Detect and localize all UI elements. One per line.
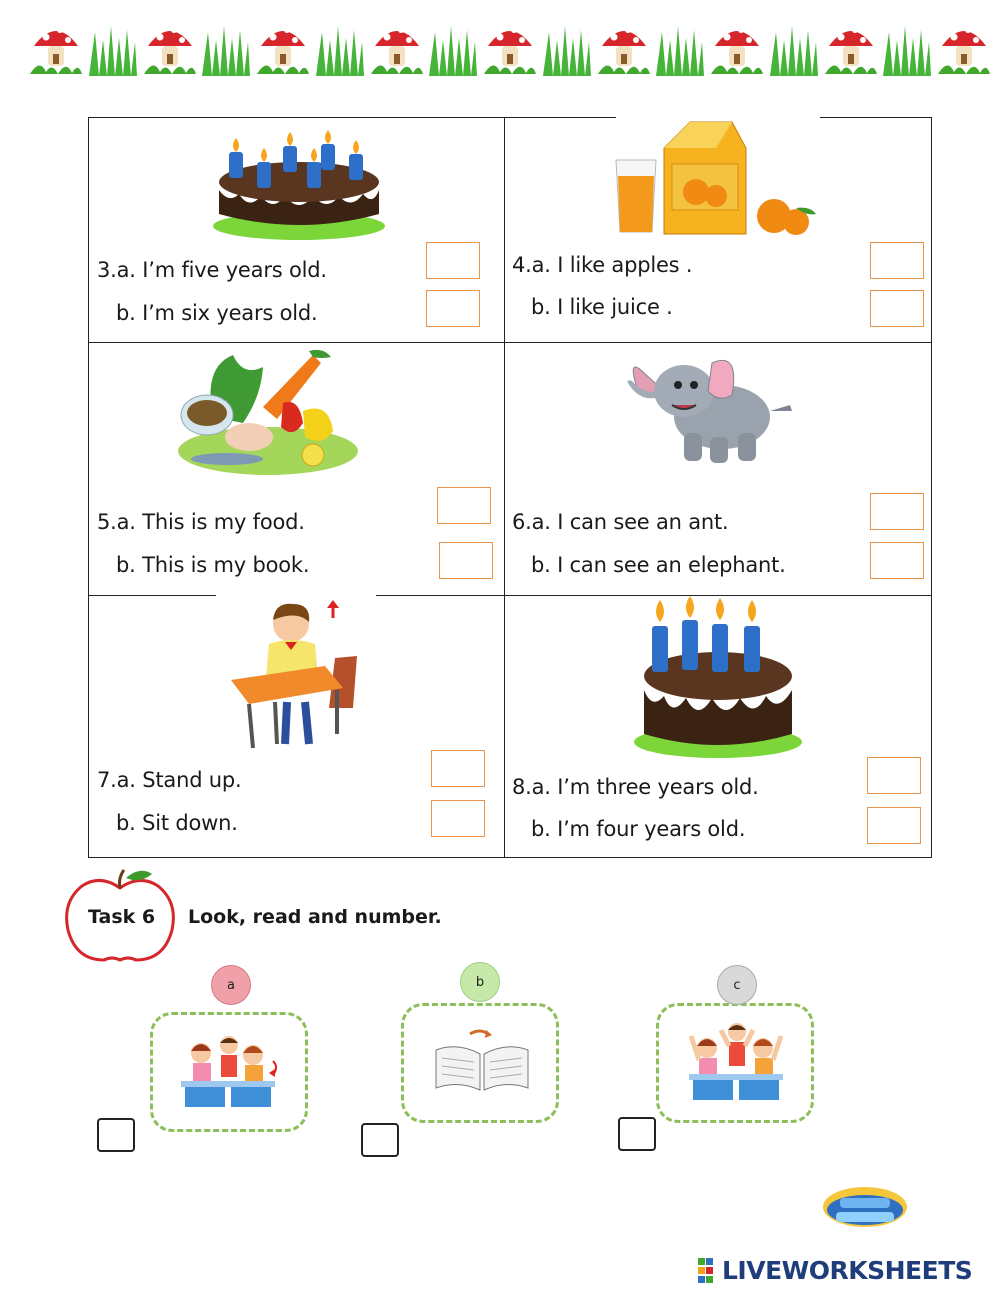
answer-box-8a[interactable] — [867, 757, 921, 794]
question-8-cell — [504, 596, 932, 858]
mushroom-icon — [484, 18, 536, 76]
liveworksheets-logo-icon — [698, 1258, 714, 1284]
food-basket-icon — [173, 347, 363, 477]
mushroom-icon — [825, 18, 877, 76]
grass-icon — [314, 18, 366, 76]
badge-c: c — [717, 965, 757, 1005]
picture-card-c — [656, 1003, 814, 1123]
question-8-option-b: b. I’m four years old. — [531, 817, 746, 841]
grass-icon — [541, 18, 593, 76]
question-3-option-a: 3.a. I’m five years old. — [97, 258, 327, 282]
children-sitting-down-icon — [169, 1031, 289, 1111]
picture-card-a — [150, 1012, 308, 1132]
task-label: Task 6 — [88, 906, 156, 928]
badge-a: a — [211, 965, 251, 1005]
answer-box-4b[interactable] — [870, 290, 924, 327]
picture-card-b — [401, 1003, 559, 1123]
question-7-option-b: b. Sit down. — [116, 811, 238, 835]
task-instruction: Look, read and number. — [188, 906, 442, 928]
birthday-cake-icon — [628, 594, 808, 764]
question-3-option-b: b. I’m six years old. — [116, 301, 318, 325]
answer-box-task6-c[interactable] — [618, 1117, 656, 1151]
grass-icon — [881, 18, 933, 76]
question-4-cell — [504, 118, 932, 343]
mushroom-icon — [144, 18, 196, 76]
answer-box-6b[interactable] — [870, 542, 924, 579]
mushroom-icon — [30, 18, 82, 76]
decorative-border — [30, 14, 990, 76]
answer-box-7b[interactable] — [431, 800, 485, 837]
answer-box-task6-b[interactable] — [361, 1123, 399, 1157]
elephant-icon — [620, 351, 800, 471]
smart-start-logo — [822, 1186, 908, 1228]
answer-box-6a[interactable] — [870, 493, 924, 530]
mushroom-icon — [371, 18, 423, 76]
question-7-option-a: 7.a. Stand up. — [97, 768, 242, 792]
footer-brand: LIVEWORKSHEETS — [722, 1256, 973, 1285]
question-6-option-b: b. I can see an elephant. — [531, 553, 786, 577]
answer-box-4a[interactable] — [870, 242, 924, 279]
juice-and-oranges-icon — [612, 118, 822, 238]
children-raising-hands-icon — [677, 1016, 797, 1106]
answer-box-5a[interactable] — [437, 487, 491, 524]
grass-icon — [768, 18, 820, 76]
question-8-option-a: 8.a. I’m three years old. — [512, 775, 759, 799]
boy-standing-at-desk-icon — [225, 598, 365, 758]
mushroom-icon — [257, 18, 309, 76]
answer-box-3a[interactable] — [426, 242, 480, 279]
question-grid — [88, 117, 932, 858]
mushroom-icon — [938, 18, 990, 76]
grass-icon — [427, 18, 479, 76]
answer-box-7a[interactable] — [431, 750, 485, 787]
grass-icon — [200, 18, 252, 76]
mushroom-icon — [598, 18, 650, 76]
open-book-icon — [432, 1026, 532, 1096]
question-7-cell — [88, 596, 505, 858]
border-gap — [616, 116, 820, 119]
grass-icon — [87, 18, 139, 76]
question-3-cell — [88, 118, 505, 343]
question-5-option-a: 5.a. This is my food. — [97, 510, 305, 534]
question-6-option-a: 6.a. I can see an ant. — [512, 510, 729, 534]
question-5-option-b: b. This is my book. — [116, 553, 310, 577]
birthday-cake-icon — [209, 124, 389, 244]
answer-box-8b[interactable] — [867, 807, 921, 844]
answer-box-task6-a[interactable] — [97, 1118, 135, 1152]
badge-b: b — [460, 962, 500, 1002]
question-4-option-a: 4.a. I like apples . — [512, 253, 693, 277]
border-gap — [216, 594, 376, 597]
question-5-cell — [88, 343, 505, 596]
question-6-cell — [504, 343, 932, 596]
answer-box-3b[interactable] — [426, 290, 480, 327]
answer-box-5b[interactable] — [439, 542, 493, 579]
grass-icon — [654, 18, 706, 76]
mushroom-icon — [711, 18, 763, 76]
question-4-option-b: b. I like juice . — [531, 295, 673, 319]
